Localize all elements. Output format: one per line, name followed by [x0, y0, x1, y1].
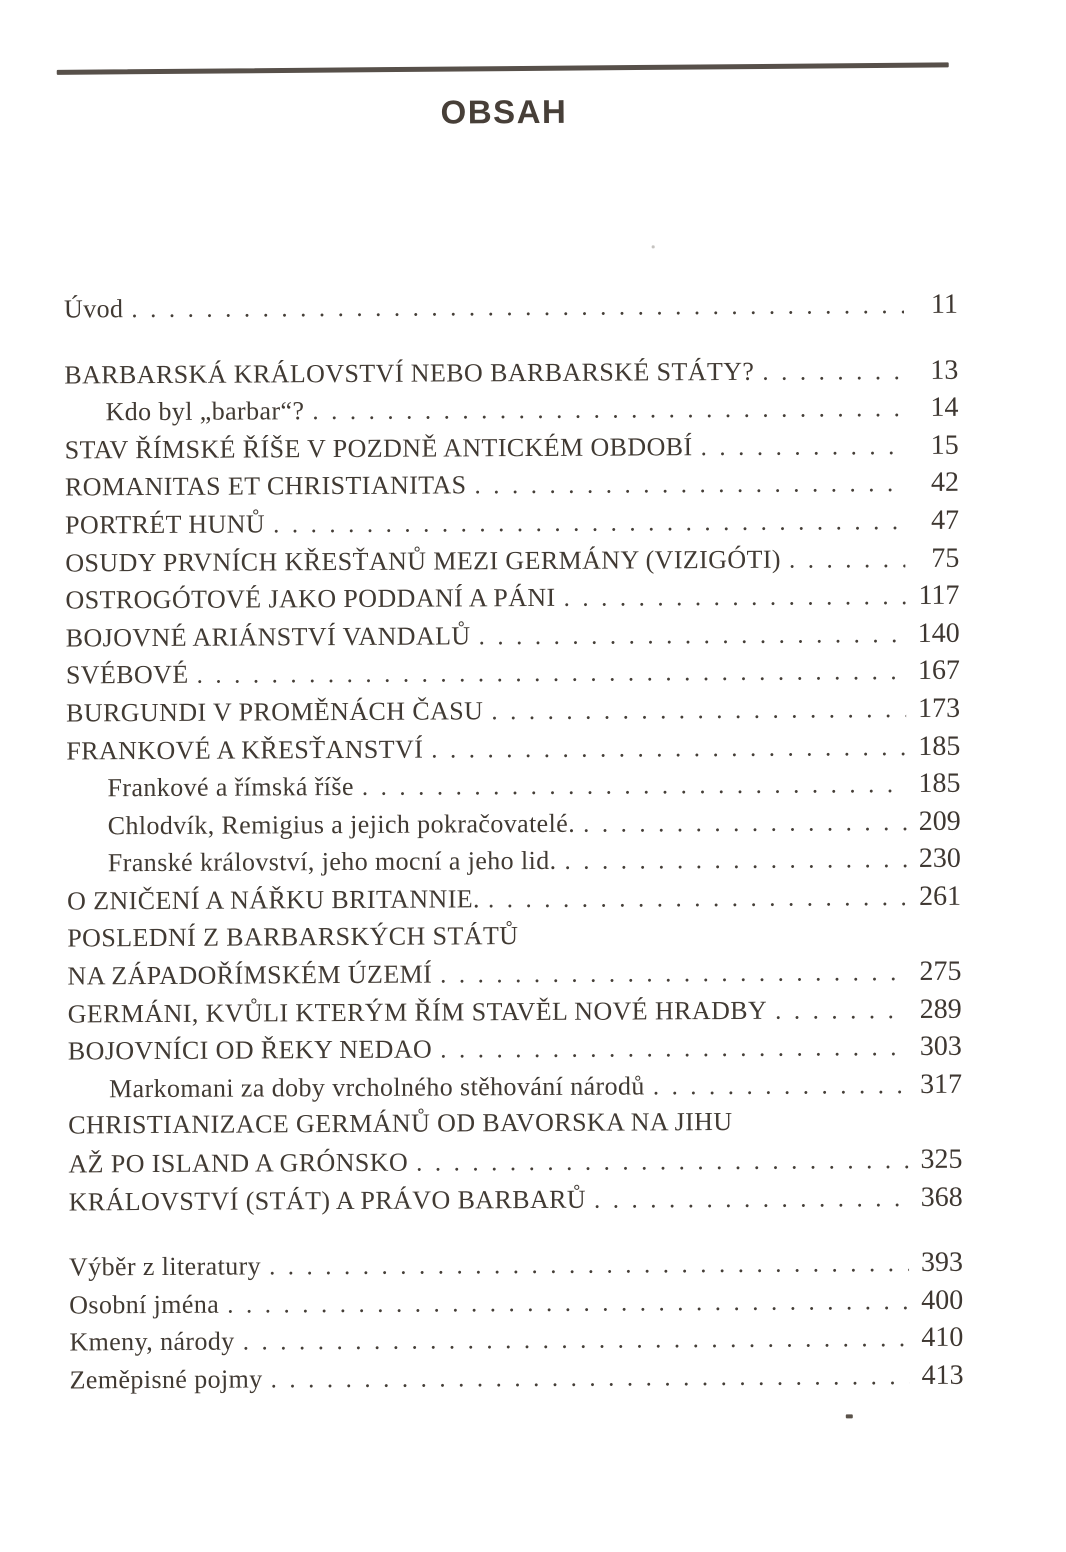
- toc-entry-label: Zeměpisné pojmy: [69, 1364, 263, 1395]
- toc-entry-label: BOJOVNÍCI OD ŘEKY NEDAO: [67, 1034, 433, 1066]
- toc-entry: [65, 505, 959, 547]
- page-number: 140: [917, 617, 960, 649]
- toc-entry: [64, 354, 958, 396]
- dot-leader: [594, 1185, 909, 1215]
- toc-entry: [64, 289, 958, 331]
- toc-entry: [67, 805, 961, 847]
- page-number: 275: [919, 955, 962, 988]
- dot-leader: [197, 658, 906, 690]
- toc-entry: [66, 655, 960, 697]
- page-number: 368: [920, 1181, 963, 1213]
- page-number: 261: [918, 880, 962, 912]
- scan-speck: [652, 245, 655, 248]
- toc-entry-label: SVÉBOVÉ: [65, 660, 189, 690]
- page-number: 410: [921, 1322, 964, 1354]
- toc-entry-label: Frankové a římská říše: [107, 772, 354, 803]
- page-number: 230: [918, 843, 961, 875]
- toc-entry: [70, 1360, 964, 1402]
- dot-leader: [312, 395, 904, 426]
- toc-entry-label: OSUDY PRVNÍCH KŘESŤANŮ MEZI GERMÁNY (VIZIGÓTI): [65, 544, 782, 578]
- toc-entry-label: KRÁLOVSTVÍ (STÁT) A PRÁVO BARBARŮ: [68, 1184, 587, 1217]
- page-number: 185: [918, 730, 961, 762]
- dot-leader: [564, 583, 906, 613]
- page-number: 167: [917, 655, 960, 687]
- toc-entry: [66, 693, 960, 735]
- page-number: 185: [918, 767, 961, 800]
- toc-entry: [66, 618, 960, 660]
- top-rule: [57, 62, 949, 74]
- dot-leader: [243, 1325, 910, 1356]
- toc-entry-label: GERMÁNI, KVŮLI KTERÝM ŘÍM STAVĚL NOVÉ HRADBY: [67, 995, 768, 1029]
- page-number: 209: [918, 805, 961, 837]
- toc-entry: [65, 542, 959, 584]
- toc-entry-label: Kmeny, národy: [69, 1327, 235, 1357]
- page-number: 13: [930, 354, 959, 386]
- toc-entry-label: Úvod: [63, 294, 124, 324]
- dot-leader: [583, 809, 907, 839]
- dot-leader: [762, 358, 904, 387]
- toc-entry-label: STAV ŘÍMSKÉ ŘÍŠE V POZDNĚ ANTICKÉM OBDOBÍ: [64, 431, 693, 465]
- dot-leader: [491, 696, 906, 726]
- toc-entry: [69, 1322, 963, 1364]
- page-number: 47: [931, 504, 960, 536]
- toc-entry-label: BOJOVNÉ ARIÁNSTVÍ VANDALŮ: [65, 621, 471, 653]
- page-number: 303: [919, 1031, 962, 1063]
- dot-leader: [271, 1363, 910, 1394]
- toc-entry: [65, 430, 959, 472]
- toc-entry-label: CHRISTIANIZACE GERMÁNŮ OD BAVORSKA NA JIHU: [68, 1107, 733, 1140]
- page-number: 75: [931, 542, 960, 574]
- toc-entry: [66, 730, 960, 772]
- page-number: 325: [920, 1143, 963, 1176]
- toc-entry: [66, 768, 960, 810]
- scan-speck: [846, 1414, 853, 1418]
- toc-entry-label: O ZNIČENÍ A NÁŘKU BRITANNIE.: [67, 884, 480, 916]
- toc-entry-label: Osobní jména: [69, 1289, 220, 1320]
- toc-entry-label: POSLEDNÍ Z BARBARSKÝCH STÁTŮ: [67, 920, 519, 952]
- toc-entry-label: Markomani za doby vrcholného stěhování národů: [108, 1071, 645, 1104]
- toc-entry: [67, 881, 961, 923]
- toc-entry: [68, 993, 962, 1035]
- page-number: 42: [930, 467, 959, 499]
- dot-leader: [362, 771, 907, 802]
- page-number: 15: [930, 429, 959, 461]
- dot-leader: [273, 508, 905, 539]
- dot-leader: [478, 621, 905, 651]
- dot-leader: [431, 734, 906, 764]
- page-number: 317: [919, 1068, 963, 1100]
- toc-entry: [65, 580, 959, 622]
- dot-leader: [653, 1072, 908, 1101]
- toc-entry: [67, 843, 961, 885]
- page-number: 11: [930, 288, 959, 320]
- page-number: 289: [919, 993, 962, 1025]
- toc-entries: [64, 289, 964, 1402]
- toc-entry-label: BARBARSKÁ KRÁLOVSTVÍ NEBO BARBARSKÉ STÁTY?: [64, 356, 755, 390]
- dot-leader: [700, 433, 904, 462]
- page-title: OBSAH: [440, 92, 568, 131]
- dot-leader: [789, 546, 906, 575]
- toc-entry-label: NA ZÁPADOŘÍMSKÉM ÚZEMÍ: [67, 959, 433, 991]
- page-number: 117: [918, 579, 960, 612]
- toc-entry: [65, 467, 959, 509]
- toc-entry-label: Chlodvík, Remigius a jejich pokračovatelé.: [107, 808, 576, 840]
- page-number: 413: [921, 1359, 964, 1392]
- page-number: 14: [930, 391, 959, 424]
- dot-leader: [227, 1288, 909, 1320]
- dot-leader: [564, 846, 907, 876]
- toc-entry: [69, 1181, 963, 1223]
- toc-entry-label: OSTROGÓTOVÉ JAKO PODDANÍ A PÁNI: [65, 583, 556, 615]
- toc-entry: [68, 1031, 962, 1073]
- page-number: 393: [920, 1247, 964, 1279]
- toc-entry: [69, 1285, 963, 1327]
- toc-entry-label: PORTRÉT HUNŮ: [65, 509, 266, 540]
- toc-entry: [69, 1247, 963, 1289]
- toc-entry-label: Výběr z literatury: [68, 1251, 262, 1282]
- dot-leader: [131, 292, 904, 324]
- dot-leader: [269, 1250, 909, 1281]
- toc-entry-label: Franské království, jeho mocní a jeho lid.: [107, 846, 557, 878]
- dot-leader: [775, 997, 908, 1026]
- toc-entry: [68, 1106, 962, 1148]
- toc-entry-label: BURGUNDI V PROMĚNÁCH ČASU: [66, 696, 484, 728]
- toc-entry: [67, 956, 961, 998]
- dot-leader: [488, 884, 907, 914]
- toc-entry: [68, 1069, 962, 1111]
- toc-entry: [64, 392, 958, 434]
- toc-entry-label: Kdo byl „barbar“?: [105, 396, 305, 427]
- dot-leader: [416, 1147, 909, 1178]
- page-number: 400: [921, 1284, 964, 1316]
- page-number: 173: [918, 692, 961, 724]
- toc-entry-label: FRANKOVÉ A KŘESŤANSTVÍ: [66, 734, 424, 765]
- toc-entry-label: ROMANITAS ET CHRISTIANITAS: [64, 470, 467, 502]
- dot-leader: [440, 1034, 908, 1064]
- toc-entry: [67, 918, 961, 960]
- toc-entry: [68, 1144, 962, 1186]
- dot-leader: [440, 959, 907, 989]
- dot-leader: [474, 470, 905, 500]
- toc-entry-label: AŽ PO ISLAND A GRÓNSKO: [68, 1147, 409, 1179]
